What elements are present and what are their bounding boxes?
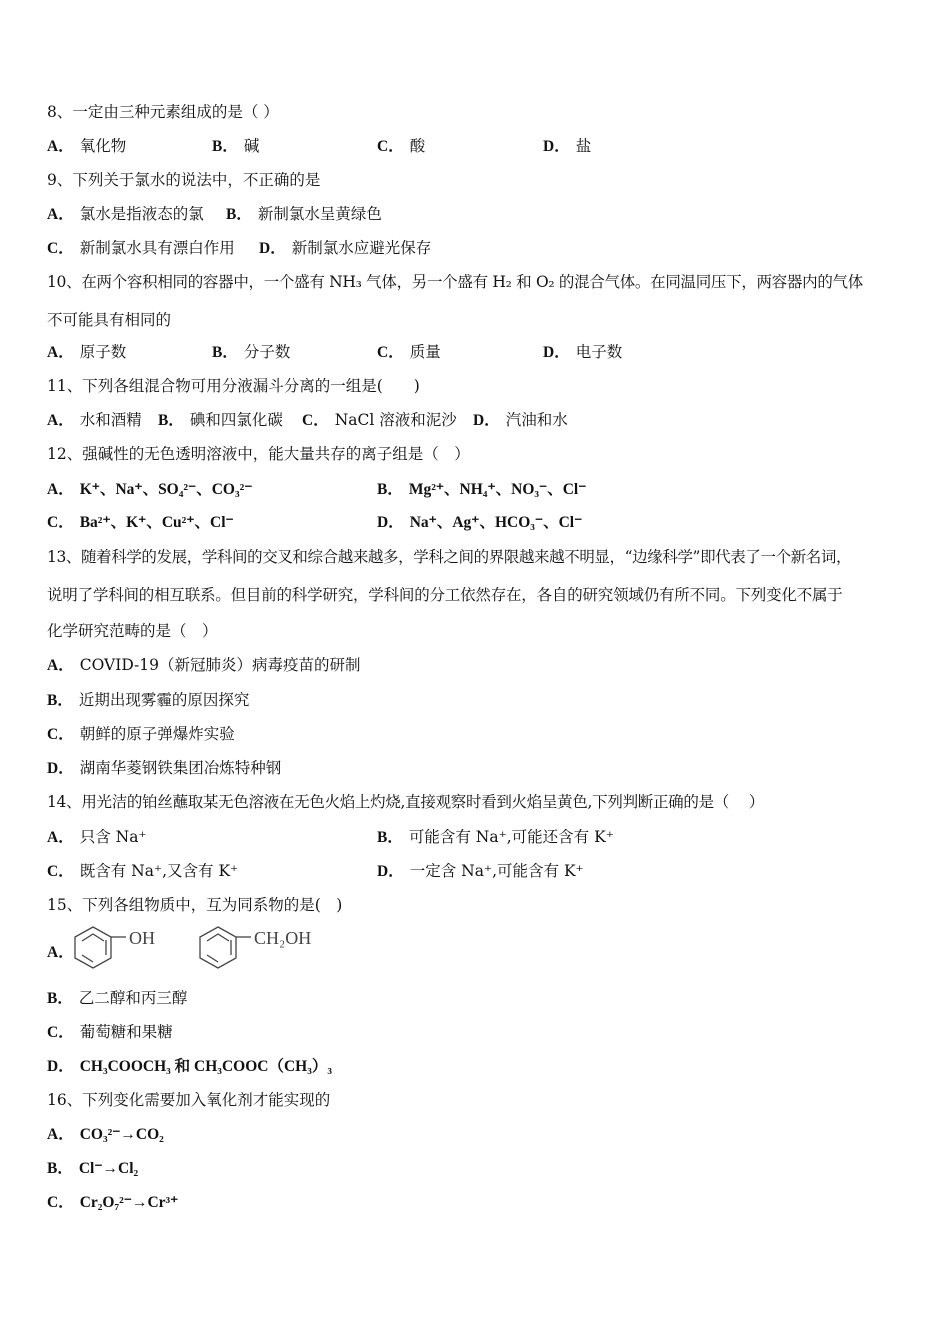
- question-13-stem-line2: 说明了学科间的相互联系。但目前的科学研究，学科间的分工依然存在，各自的研究领域仍有所不同。下列变化不属于: [47, 586, 843, 604]
- q13-option-c: C． 朝鲜的原子弹爆炸实验: [47, 725, 235, 743]
- q16-option-c: C． Cr₂O₇²⁻→Cr³⁺: [47, 1194, 179, 1211]
- q13-option-b: B． 近期出现雾霾的原因探究: [47, 691, 250, 709]
- q14-option-d: D． 一定含 Na⁺,可能含有 K⁺: [377, 862, 584, 880]
- q9-option-b: B． 新制氯水呈黄绿色: [226, 205, 382, 223]
- q14-option-b: B． 可能含有 Na⁺,可能还含有 K⁺: [377, 828, 614, 846]
- question-14-stem: 14、用光洁的铂丝蘸取某无色溶液在无色火焰上灼烧,直接观察时看到火焰呈黄色,下列判断正确的是（ ）: [47, 793, 765, 811]
- q16-option-a: A． CO₃²⁻→CO₂: [47, 1126, 164, 1143]
- phenol-oh-label: OH: [129, 928, 155, 948]
- q9-option-a: A． 氯水是指液态的氯: [47, 205, 204, 223]
- q15-option-a-structures: [70, 922, 320, 972]
- question-12-stem: 12、强碱性的无色透明溶液中，能大量共存的离子组是（ ）: [47, 445, 470, 463]
- q15-option-d: D． CH₃COOCH₃ 和 CH₃COOC（CH₃）₃: [47, 1058, 332, 1075]
- q11-option-d: D． 汽油和水: [473, 411, 568, 429]
- q10-option-b: B． 分子数: [212, 343, 291, 361]
- q13-option-d: D． 湖南华菱钢铁集团冶炼特种钢: [47, 759, 282, 777]
- q10-option-a: A． 原子数: [47, 343, 127, 361]
- question-13-stem-line1: 13、随着科学的发展，学科间的交叉和综合越来越多，学科之间的界限越来越不明显，“边缘科学”即代表了一个新名词，: [47, 548, 852, 566]
- benzyl-alcohol-structure: [200, 927, 251, 968]
- q9-option-c: C． 新制氯水具有漂白作用: [47, 239, 235, 257]
- q11-option-b: B． 碘和四氯化碳: [158, 411, 283, 429]
- q12-option-c: C． Ba²⁺、K⁺、Cu²⁺、Cl⁻: [47, 514, 234, 531]
- question-10-stem-line1: 10、在两个容积相同的容器中，一个盛有 NH₃ 气体，另一个盛有 H₂ 和 O₂ 的混合气体。在同温同压下，两容器内的气体: [47, 273, 863, 291]
- q12-option-d: D． Na⁺、Ag⁺、HCO₃⁻、Cl⁻: [377, 514, 583, 531]
- q13-option-a: A． COVID-19（新冠肺炎）病毒疫苗的研制: [47, 656, 361, 674]
- q16-option-b: B． Cl⁻→Cl₂: [47, 1160, 139, 1177]
- q11-option-c: C． NaCl 溶液和泥沙: [302, 411, 457, 429]
- q10-option-d: D． 电子数: [543, 343, 623, 361]
- q15-option-a-label: A．: [47, 944, 74, 961]
- q14-option-c: C． 既含有 Na⁺,又含有 K⁺: [47, 862, 239, 880]
- q8-option-d: D． 盐: [543, 137, 592, 155]
- benzyl-ch2oh-label: CH₂OH: [254, 928, 312, 948]
- q8-option-a: A． 氧化物: [47, 137, 127, 155]
- question-9-stem: 9、下列关于氯水的说法中，不正确的是: [47, 171, 321, 189]
- question-8-stem: 8、一定由三种元素组成的是（ ）: [47, 103, 279, 121]
- q12-option-a: A． K⁺、Na⁺、SO₄²⁻、CO₃²⁻: [47, 481, 253, 498]
- question-16-stem: 16、下列变化需要加入氧化剂才能实现的: [47, 1091, 331, 1109]
- phenol-structure: [75, 927, 126, 968]
- q14-option-a: A． 只含 Na⁺: [47, 828, 147, 846]
- q9-option-d: D． 新制氯水应避光保存: [259, 239, 432, 257]
- q10-option-c: C． 质量: [377, 343, 441, 361]
- question-15-stem: 15、下列各组物质中，互为同系物的是( ): [47, 896, 343, 914]
- q15-option-c: C． 葡萄糖和果糖: [47, 1023, 173, 1041]
- q11-option-a: A． 水和酒精: [47, 411, 142, 429]
- q15-option-b: B． 乙二醇和丙三醇: [47, 989, 188, 1007]
- question-13-stem-line3: 化学研究范畴的是（ ）: [47, 622, 218, 640]
- q12-option-b: B． Mg²⁺、NH₄⁺、NO₃⁻、Cl⁻: [377, 481, 587, 498]
- q8-option-b: B． 碱: [212, 137, 260, 155]
- question-11-stem: 11、下列各组混合物可用分液漏斗分离的一组是( ): [47, 377, 420, 395]
- q8-option-c: C． 酸: [377, 137, 426, 155]
- question-10-stem-line2: 不可能具有相同的: [47, 311, 172, 329]
